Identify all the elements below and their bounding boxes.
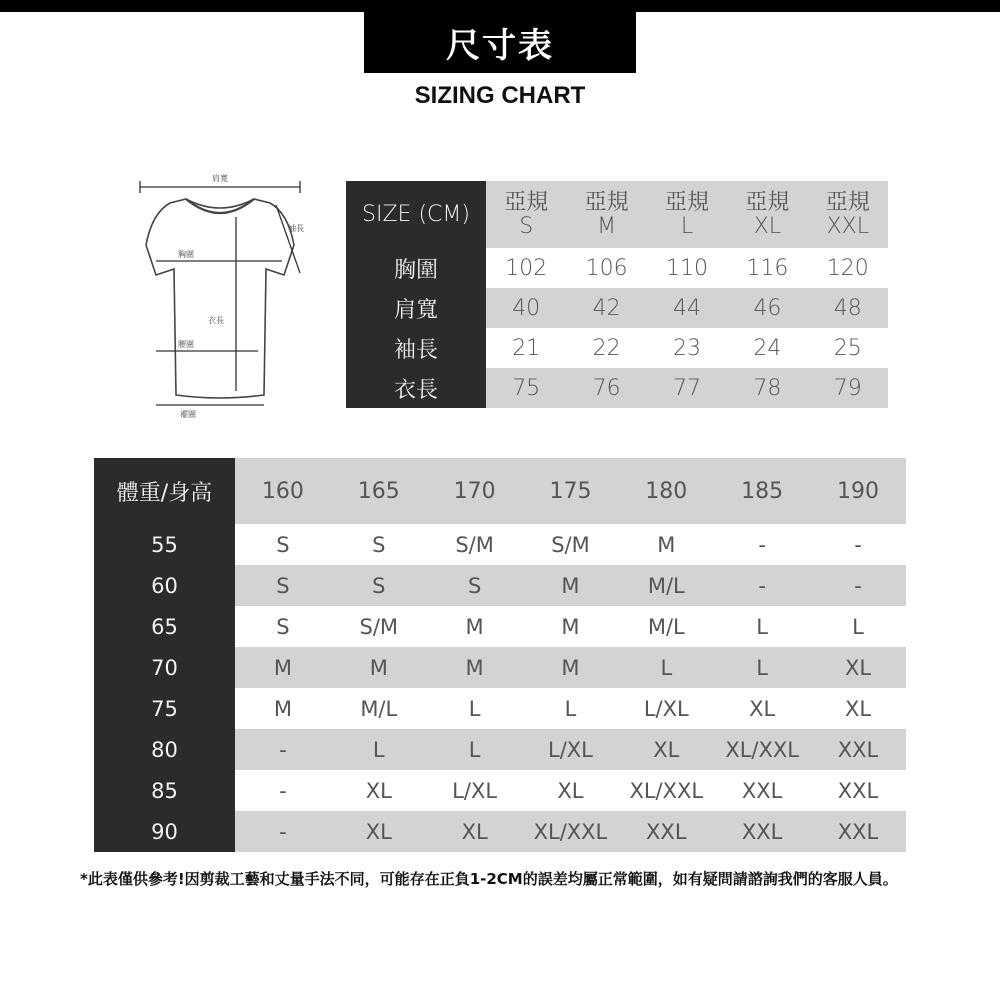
table-cell: M xyxy=(523,565,619,606)
height-column-header: 175 xyxy=(523,458,619,524)
row-label: 袖長 xyxy=(346,328,486,368)
table-cell: XXL xyxy=(810,729,906,770)
table-cell: - xyxy=(854,532,862,557)
table-cell: L xyxy=(756,614,768,639)
size-column-header: 亞規 XXL xyxy=(808,181,888,248)
table-cell: XL/XXL xyxy=(629,778,704,803)
table-row xyxy=(94,811,906,852)
size-corner-cell: SIZE (CM) xyxy=(346,181,486,248)
size-column-header: 亞規 S xyxy=(486,181,566,248)
table-cell: 102 xyxy=(505,255,548,281)
table-cell: XL xyxy=(749,696,776,721)
size-header-row xyxy=(346,181,888,248)
table-cell: 77 xyxy=(647,368,727,408)
weight-label: 75 xyxy=(94,688,235,729)
table-cell: - xyxy=(758,532,766,557)
table-cell: 116 xyxy=(746,255,789,281)
table-cell: 22 xyxy=(592,335,621,361)
table-cell: M xyxy=(235,647,331,688)
table-cell: S xyxy=(276,614,290,639)
table-cell: S xyxy=(372,532,386,557)
table-cell: 120 xyxy=(826,255,869,281)
weight-label: 55 xyxy=(94,524,235,565)
table-cell: M xyxy=(465,614,484,639)
table-cell: - xyxy=(235,811,331,852)
table-cell: - xyxy=(714,565,810,606)
table-cell: - xyxy=(810,565,906,606)
size-measurement-table xyxy=(346,181,888,408)
size-column-header: 亞規 L xyxy=(647,181,727,248)
height-column-header: 185 xyxy=(714,458,810,524)
table-cell: S xyxy=(276,532,290,557)
table-cell: 42 xyxy=(566,288,646,328)
table-cell: - xyxy=(235,729,331,770)
table-cell: XXL xyxy=(714,811,810,852)
table-cell: M/L xyxy=(360,696,398,721)
disclaimer-note: *此表僅供參考!因剪裁工藝和丈量手法不同，可能存在正負1-2CM的誤差均屬正常範圍，如有疑問請諮詢我們的客服人員。 xyxy=(80,870,898,888)
table-cell: L xyxy=(331,729,427,770)
shoulder-label: 肩寬 xyxy=(212,174,228,183)
size-row-sleeve xyxy=(346,328,888,368)
weight-height-corner-cell: 體重/身高 xyxy=(94,458,235,524)
weight-label: 85 xyxy=(94,770,235,811)
row-label: 肩寬 xyxy=(346,288,486,328)
table-cell: 48 xyxy=(808,288,888,328)
height-column-header: 190 xyxy=(810,458,906,524)
table-cell: 46 xyxy=(727,288,807,328)
table-cell: XXL xyxy=(810,811,906,852)
weight-height-table xyxy=(94,458,906,852)
size-row-shoulder xyxy=(346,288,888,328)
table-cell: 25 xyxy=(833,335,862,361)
hem-label: 襬圍 xyxy=(180,410,196,419)
table-cell: XL xyxy=(844,696,872,721)
table-cell: 106 xyxy=(585,255,628,281)
table-cell: XL xyxy=(810,647,906,688)
table-cell: S/M xyxy=(359,614,399,639)
table-cell: 21 xyxy=(512,335,541,361)
table-cell: 75 xyxy=(486,368,566,408)
table-row xyxy=(94,565,906,606)
table-cell: XL xyxy=(557,778,584,803)
table-cell: XL/XXL xyxy=(523,811,619,852)
weight-label: 65 xyxy=(94,606,235,647)
table-row xyxy=(94,647,906,688)
page-subtitle: SIZING CHART xyxy=(414,82,586,109)
table-cell: XL xyxy=(618,729,714,770)
table-cell: 44 xyxy=(647,288,727,328)
table-cell: XL xyxy=(365,778,392,803)
table-cell: M xyxy=(561,614,580,639)
table-cell: L/XL xyxy=(523,729,619,770)
table-cell: XXL xyxy=(837,778,879,803)
weight-label: 80 xyxy=(94,729,235,770)
tshirt-diagram xyxy=(110,165,330,425)
table-cell: XL/XXL xyxy=(714,729,810,770)
table-cell: M xyxy=(523,647,619,688)
table-cell: S/M xyxy=(551,532,590,557)
table-cell: - xyxy=(279,778,287,803)
table-cell: M/L xyxy=(618,565,714,606)
table-cell: L xyxy=(714,647,810,688)
table-cell: S/M xyxy=(455,532,494,557)
table-cell: XXL xyxy=(618,811,714,852)
table-cell: L/XL xyxy=(452,778,498,803)
table-cell: S xyxy=(235,565,331,606)
table-cell: 24 xyxy=(753,335,782,361)
height-column-header: 165 xyxy=(331,458,427,524)
table-cell: M xyxy=(331,647,427,688)
table-cell: 110 xyxy=(665,255,708,281)
shirt-outline xyxy=(146,199,294,398)
weight-label: 60 xyxy=(94,565,235,606)
table-cell: L xyxy=(564,696,577,721)
row-label: 衣長 xyxy=(346,368,486,408)
waist-label: 腰圍 xyxy=(178,340,194,349)
weight-label: 70 xyxy=(94,647,235,688)
table-cell: L/XL xyxy=(643,696,689,721)
table-cell: 78 xyxy=(727,368,807,408)
table-cell: M/L xyxy=(647,614,685,639)
page-title: 尺寸表 xyxy=(364,12,636,73)
weight-label: 90 xyxy=(94,811,235,852)
table-cell: XL xyxy=(427,811,523,852)
table-cell: XXL xyxy=(741,778,783,803)
table-row xyxy=(94,606,906,647)
length-label: 衣長 xyxy=(208,316,224,325)
table-cell: S xyxy=(331,565,427,606)
size-row-chest xyxy=(346,248,888,288)
size-column-header: 亞規 XL xyxy=(727,181,807,248)
shirt-collar xyxy=(186,199,254,213)
height-column-header: 160 xyxy=(235,458,331,524)
table-cell: L xyxy=(427,729,523,770)
table-row xyxy=(94,770,906,811)
table-cell: M xyxy=(657,532,676,557)
top-bar xyxy=(0,0,1000,12)
table-cell: 76 xyxy=(566,368,646,408)
sleeve-label: 袖長 xyxy=(288,224,304,233)
table-cell: 23 xyxy=(672,335,701,361)
size-row-length xyxy=(346,368,888,408)
table-cell: L xyxy=(468,696,481,721)
table-cell: 40 xyxy=(486,288,566,328)
table-row xyxy=(94,729,906,770)
table-cell: XL xyxy=(331,811,427,852)
table-cell: M xyxy=(427,647,523,688)
table-cell: L xyxy=(852,614,864,639)
height-header-row xyxy=(94,458,906,524)
height-column-header: 170 xyxy=(427,458,523,524)
chest-label: 胸圍 xyxy=(178,250,194,259)
table-cell: S xyxy=(427,565,523,606)
table-cell: M xyxy=(273,696,292,721)
row-label: 胸圍 xyxy=(346,248,486,288)
table-row xyxy=(94,524,906,565)
table-cell: 79 xyxy=(808,368,888,408)
size-column-header: 亞規 M xyxy=(566,181,646,248)
table-row xyxy=(94,688,906,729)
table-cell: L xyxy=(618,647,714,688)
height-column-header: 180 xyxy=(618,458,714,524)
